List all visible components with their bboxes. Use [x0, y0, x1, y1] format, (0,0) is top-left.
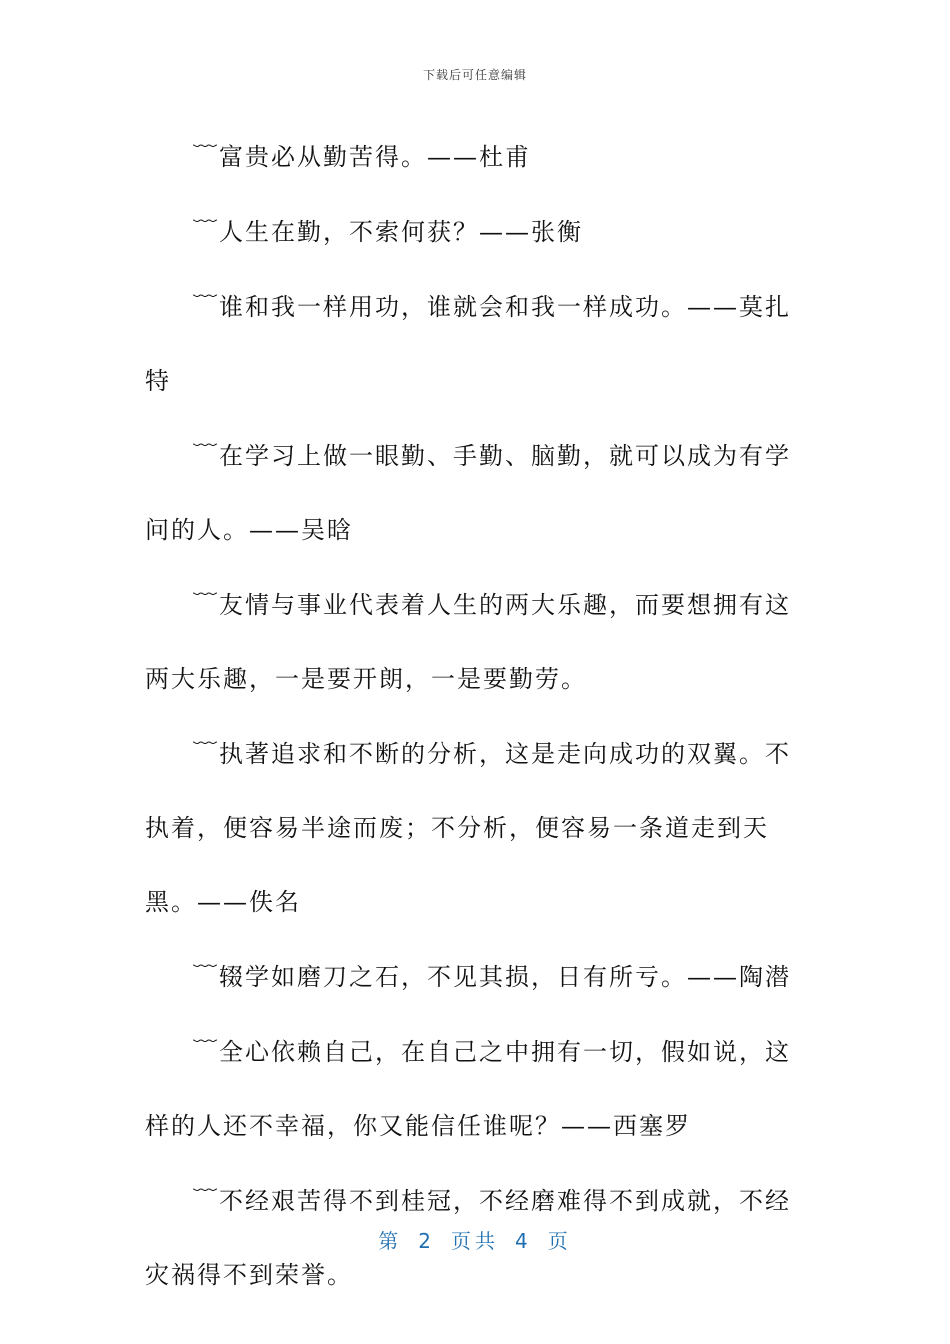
quote-paragraph: ﹋谁和我一样用功，谁就会和我一样成功。——莫扎特	[145, 293, 791, 395]
footer-label-of: 页共	[451, 1229, 499, 1253]
footer-label-end: 页	[547, 1229, 572, 1253]
quote-paragraph: ﹋友情与事业代表着人生的两大乐趣，而要想拥有这两大乐趣，一是要开朗，一是要勤劳。	[145, 591, 791, 693]
quote-paragraph: ﹋不经艰苦得不到桂冠，不经磨难得不到成就，不经灾祸得不到荣誉。	[145, 1187, 791, 1289]
quote-paragraph: ﹋富贵必从勤苦得。——杜甫	[193, 143, 531, 171]
quote-paragraph: ﹋人生在勤，不索何获？——张衡	[193, 218, 583, 246]
page-footer	[0, 1225, 950, 1254]
current-page-number: 2	[418, 1229, 435, 1253]
quote-paragraph: ﹋辍学如磨刀之石，不见其损，日有所亏。——陶潜	[193, 963, 791, 991]
quote-paragraph: ﹋在学习上做一眼勤、手勤、脑勤，就可以成为有学问的人。——吴晗	[145, 442, 791, 544]
quote-paragraph: ﹋全心依赖自己，在自己之中拥有一切，假如说，这样的人还不幸福，你又能信任谁呢？——西塞罗	[145, 1038, 791, 1140]
total-pages-number: 4	[515, 1229, 532, 1253]
quote-paragraph: ﹋执著追求和不断的分析，这是走向成功的双翼。不执着，便容易半途而废；不分析，便容易一条道走到天黑。——佚名	[145, 740, 791, 916]
header-note: 下载后可任意编辑	[422, 68, 527, 82]
document-body	[145, 120, 810, 1313]
footer-label-page: 第	[378, 1229, 403, 1253]
